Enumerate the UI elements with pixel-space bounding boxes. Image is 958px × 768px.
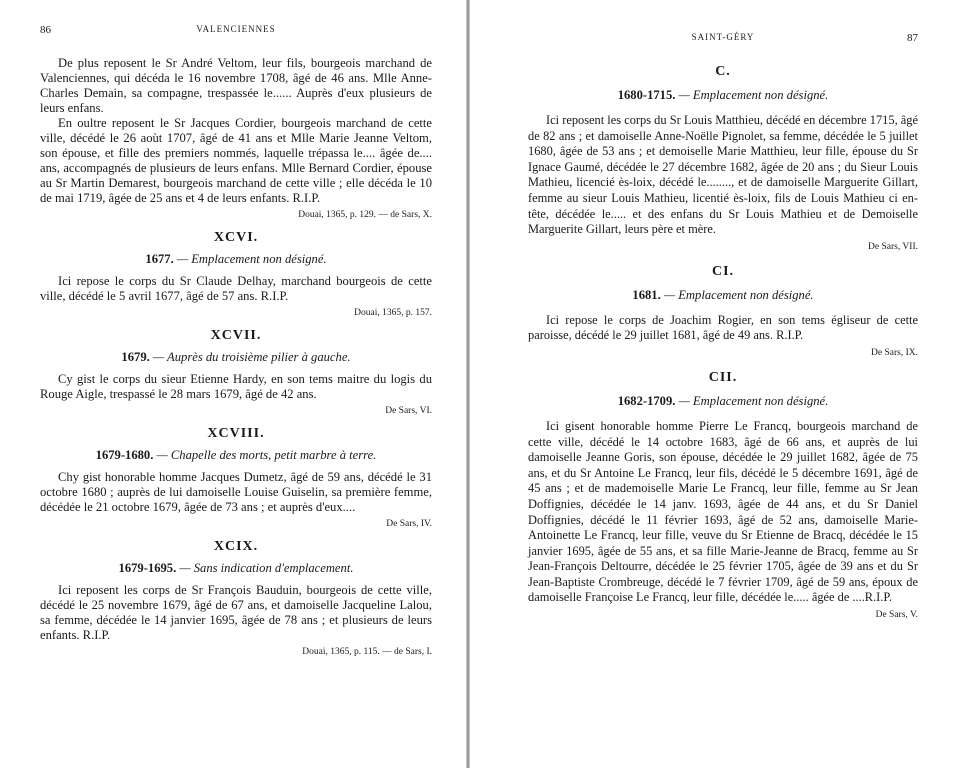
entry-source: De Sars, IX.	[871, 347, 918, 358]
entry-numeral: CII.	[708, 369, 738, 385]
left-page-number: 86	[40, 24, 51, 36]
entry-source: De Sars, IV.	[386, 519, 432, 529]
entry-text: Ici reposent les corps de Sr François Bauduin, bourgeois de cette ville, décédé le 25 novembre 1679, âgé de 67 ans, et damoiselle Jacqueline Lalou, sa femme, décédée le 14 janvier 1695, âgée de 78 ans ; et plusieurs de leurs enfants. R.I.P.	[40, 583, 432, 642]
entry-text: Ici gisent honorable homme Pierre Le Francq, bourgeois marchand de cette ville, décédé le 14 octobre 1683, âgé de 66 ans, et auprès de lui damoiselle Jeanne Goris, son épouse, décédée le 29 juillet 1682, âgée de 75 ans, et du Sr Antoine Le Francq, leur fils, décédé le 5 décembre 1691, âgé de 45 ans ; et de mademoiselle Marie Le Francq, leur fille, femme au Sr Jean Doffignies, décédée le 14 janv. 1693, âgée de 44 ans, et du Sr Daniel Doffignies, décédé le 11 février 1693, âgé de 52 ans, damoiselle Marie-Antoinette Le Francq, leur fille, veuve du Sr Etienne de Bracq, décédée le 15 janvier 1695, âgée de 55 ans, et sa fille Marie-Jeanne de Bracq, femme au Sr Jean-François Deltourre, décédée le 25 février 1705, âgée de 39 ans et du Sr Jean-Baptiste Crombreuge, décédé le 7 février 1709, âgé de 59 ans, époux de damoiselle Françoise Le Francq, leur fille, décédée le..... âgée de ....R.I.P.	[528, 418, 918, 605]
left-running-title: VALENCIENNES	[196, 24, 276, 34]
entry-location: — Emplacement non désigné.	[663, 287, 814, 302]
entry-location: — Emplacement non désigné.	[678, 393, 829, 408]
entry-year: 1680-1715.	[617, 88, 676, 102]
entry-text: Ici repose le corps de Joachim Rogier, en son tems égliseur de cette paroisse, décédé le 29 juillet 1681, âgé de 49 ans. R.I.P.	[528, 312, 918, 343]
entry-heading	[528, 288, 918, 303]
book-gutter	[466, 0, 470, 768]
entry-numeral: XCVIII.	[207, 426, 265, 441]
entry-location: — Emplacement non désigné.	[678, 88, 829, 102]
entry-numeral: CI.	[711, 263, 735, 279]
entry-heading	[528, 88, 918, 103]
entry-year: 1677.	[145, 252, 174, 266]
entry-year: 1679-1680.	[95, 448, 154, 462]
continued-paragraph-1: De plus reposent le Sr André Veltom, leur fils, bourgeois marchand de Valenciennes, qui décéda le 16 novembre 1708, âgé de 46 ans. Mlle Anne-Charles Demain, sa compagne, trespassée le...... Auprès d'eux plusieurs de leurs enfans.	[40, 56, 432, 115]
continued-source: Douai, 1365, p. 129. — de Sars, X.	[298, 210, 432, 220]
entry-source: De Sars, VII.	[868, 241, 918, 252]
right-page	[480, 0, 958, 768]
entry-heading	[40, 350, 432, 365]
left-running-head	[40, 24, 432, 36]
entry-numeral: XCVII.	[210, 328, 262, 343]
right-page-number: 87	[907, 32, 918, 44]
entry-text: Chy gist honorable homme Jacques Dumetz, âgé de 59 ans, décédé le 31 octobre 1680 ; auprès de lui damoiselle Louise Guiselin, sa première femme, décédée le 21 octobre 1679, âgée de 73 ans ; et auprès d'eux....	[40, 470, 432, 514]
continued-paragraph-2: En oultre reposent le Sr Jacques Cordier, bourgeois marchand de cette ville, décédé le 26 aoùt 1707, âgé de 41 ans et Mlle Marie Jeanne Veltom, son épouse, et fille des premiers nommés, laquelle trépassa le.... âgée de.... ans, accompagnés de plusieurs de leurs enfans. Mlle Bernard Cordier, épouse au Sr Martin Demarest, bourgeois marchand de cette ville ; elle décéda le 10 de mai 1719, âgée de 25 ans et 4 de leurs enfants. R.I.P.	[40, 116, 432, 205]
entry-numeral: XCIX.	[213, 539, 259, 554]
entry-location: — Auprès du troisième pilier à gauche.	[152, 350, 351, 364]
right-running-title: SAINT-GÉRY	[691, 32, 755, 42]
entry-location: — Emplacement non désigné.	[176, 252, 327, 266]
entry-heading	[528, 394, 918, 409]
entry-source: Douai, 1365, p. 157.	[354, 308, 432, 318]
entry-numeral: XCVI.	[213, 230, 259, 245]
entry-source: De Sars, V.	[875, 610, 918, 621]
entry-year: 1681.	[632, 287, 661, 302]
entry-year: 1682-1709.	[617, 393, 676, 408]
entry-source: De Sars, VI.	[385, 406, 432, 416]
entry-heading	[40, 561, 432, 576]
entry-year: 1679-1695.	[118, 561, 177, 575]
entry-location: — Sans indication d'emplacement.	[179, 561, 354, 575]
entry-heading	[40, 252, 432, 267]
left-page	[0, 0, 466, 768]
entry-location: — Chapelle des morts, petit marbre à terre.	[156, 448, 377, 462]
right-running-head	[528, 32, 918, 44]
entry-source: Douai, 1365, p. 115. — de Sars, I.	[302, 647, 432, 657]
entry-heading	[40, 448, 432, 463]
entry-text: Ici reposent les corps du Sr Louis Matthieu, décédé en décembre 1715, âgé de 82 ans ; et damoiselle Anne-Noëlle Pignolet, sa femme, décédée le 5 juillet 1680, âgée de 53 ans ; et demoiselle Marie Matthieu, leur fille, épouse du Sr Ignace Gaumé, décédée le 27 décembre 1682, âgée de 20 ans ; du Sieur Louis Mathieu, licencié ès-loix, décédé le........, et de damoiselle Marguerite Gillart, femme au sieur Louis Mathieu, licentié ès-loix, fils de Louis Mathieu ci en-tête, décédée le..... et des enfans du Sr Louis Mathieu et de Demoiselle Marguerite Gillart, leurs père et mère.	[528, 113, 918, 237]
entry-numeral: C.	[715, 64, 731, 79]
entry-text: Cy gist le corps du sieur Etienne Hardy, en son tems maitre du logis du Rouge Aigle, trespassé le 28 mars 1679, âgé de 42 ans.	[40, 372, 432, 401]
entry-year: 1679.	[121, 350, 150, 364]
entry-text: Ici repose le corps du Sr Claude Delhay, marchand bourgeois de cette ville, décédé le 5 avril 1677, âgé de 57 ans. R.I.P.	[40, 274, 432, 303]
